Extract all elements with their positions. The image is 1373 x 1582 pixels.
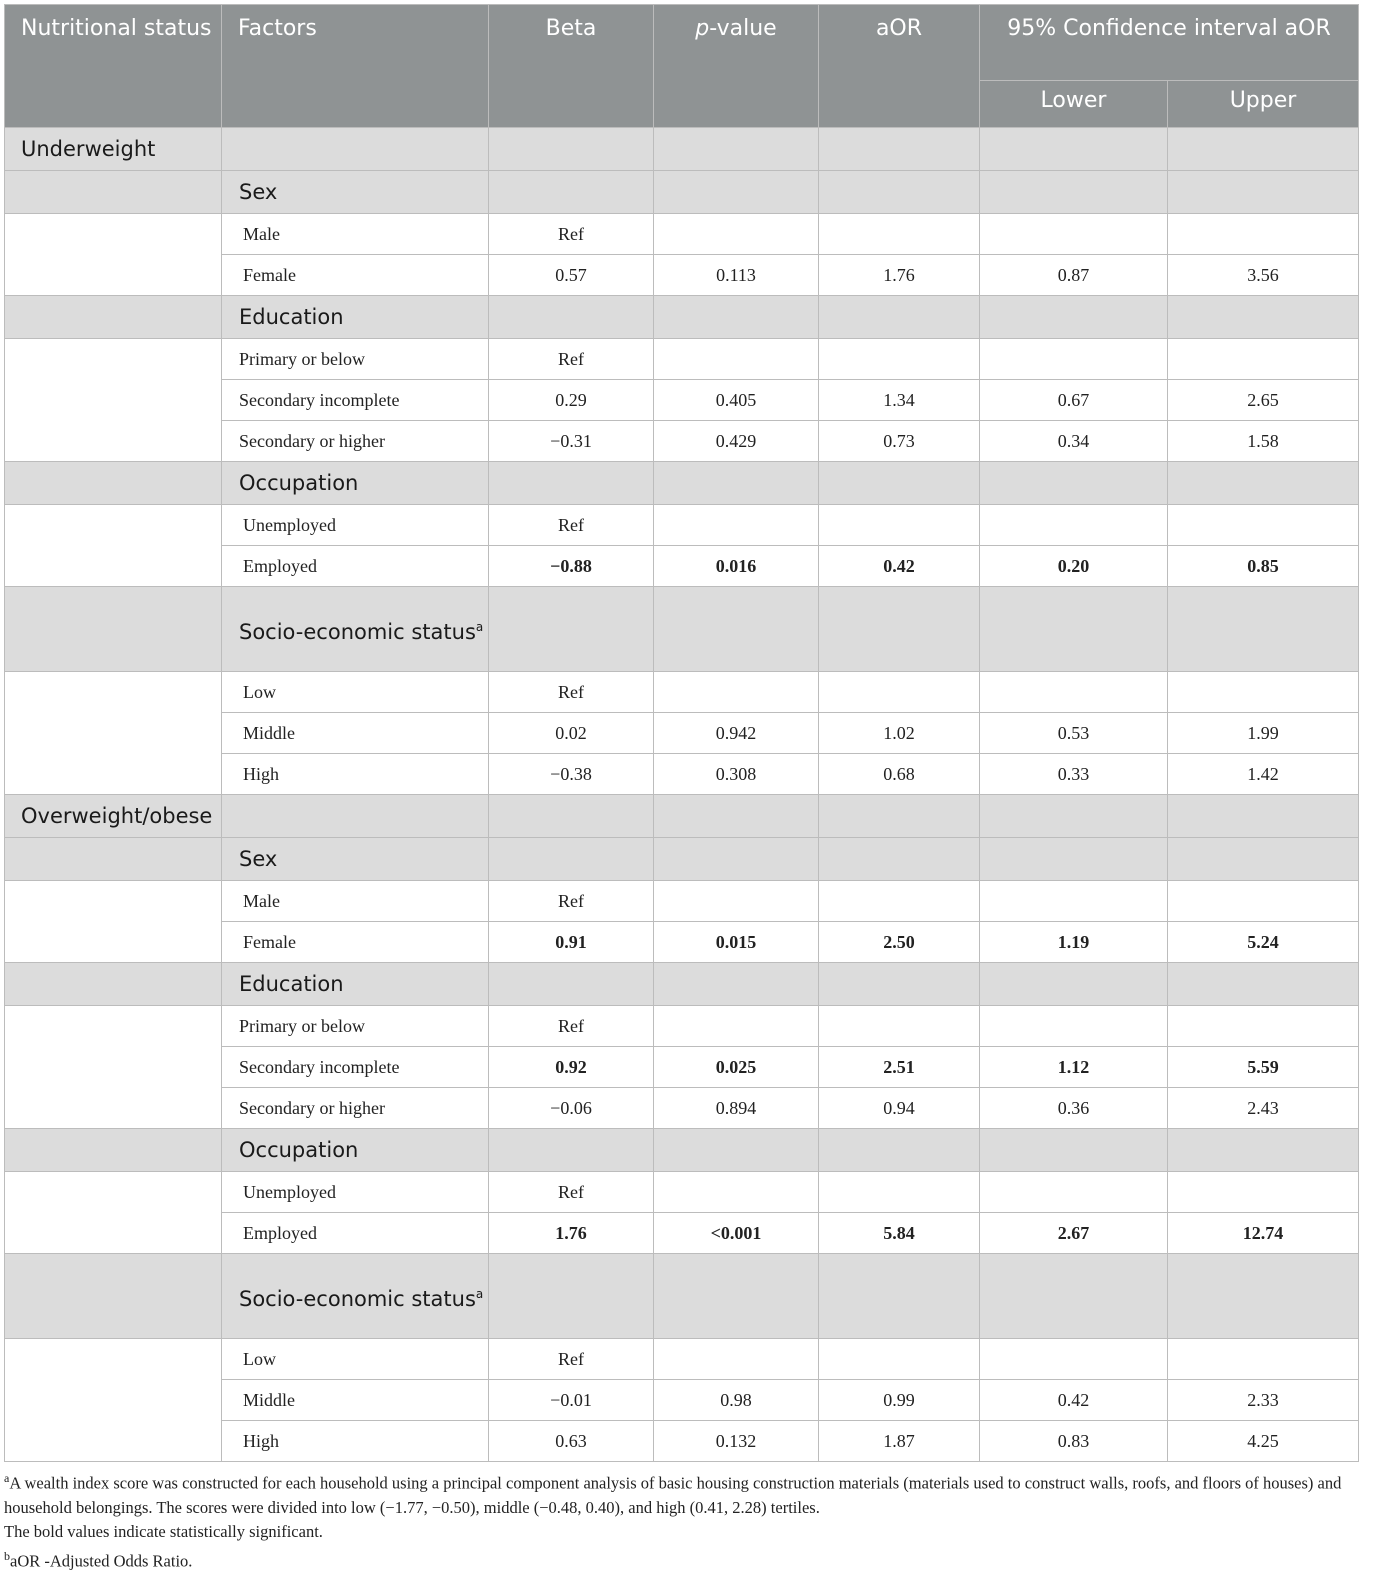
category-cell: Primary or below (222, 339, 489, 380)
category-cell: High (222, 754, 489, 795)
factor-label-text: Education (239, 972, 344, 996)
category-cell: Unemployed (222, 505, 489, 546)
beta-cell: Ref (489, 1006, 654, 1047)
factor-empty-cell (489, 171, 654, 214)
aor-cell (819, 1339, 980, 1380)
blank-cell (5, 1339, 222, 1462)
footnote-b-text: aOR -Adjusted Odds Ratio. (10, 1551, 193, 1570)
footnote-a (4, 1466, 1358, 1520)
category-cell: Middle (222, 713, 489, 754)
aor-cell: 0.94 (819, 1088, 980, 1129)
group-empty-cell (489, 795, 654, 838)
factor-empty-cell (819, 1129, 980, 1172)
factor-empty-cell (489, 1129, 654, 1172)
factor-superscript: a (475, 619, 484, 634)
factor-empty-cell (980, 296, 1168, 339)
factor-empty-cell (980, 587, 1168, 672)
upper-cell: 4.25 (1168, 1421, 1359, 1462)
aor-cell: 0.73 (819, 421, 980, 462)
factor-label (222, 1254, 489, 1339)
beta-cell: 0.92 (489, 1047, 654, 1088)
upper-cell (1168, 505, 1359, 546)
table-row (5, 672, 1359, 713)
lower-cell (980, 1006, 1168, 1047)
upper-cell: 3.56 (1168, 255, 1359, 296)
factor-empty-cell (654, 171, 819, 214)
pvalue-cell (654, 1006, 819, 1047)
category-cell: Female (222, 922, 489, 963)
factor-empty-cell (980, 1254, 1168, 1339)
factor-empty-cell (980, 1129, 1168, 1172)
factor-spacer-cell (5, 963, 222, 1006)
factor-empty-cell (1168, 462, 1359, 505)
category-cell: Employed (222, 546, 489, 587)
footnote-a-marker: a (4, 1471, 10, 1485)
pvalue-cell (654, 1339, 819, 1380)
lower-cell: 0.34 (980, 421, 1168, 462)
beta-cell: −0.38 (489, 754, 654, 795)
header-upper: Upper (1168, 81, 1359, 128)
factor-empty-cell (489, 838, 654, 881)
pvalue-cell (654, 881, 819, 922)
lower-cell: 0.53 (980, 713, 1168, 754)
beta-cell: Ref (489, 1339, 654, 1380)
factor-superscript: a (475, 1286, 484, 1301)
header-pvalue-italic: p (695, 16, 710, 41)
table-row (5, 1339, 1359, 1380)
upper-cell (1168, 1172, 1359, 1213)
aor-cell: 5.84 (819, 1213, 980, 1254)
factor-spacer-cell (5, 587, 222, 672)
pvalue-cell: 0.405 (654, 380, 819, 421)
lower-cell (980, 881, 1168, 922)
category-cell: Secondary incomplete (222, 380, 489, 421)
pvalue-cell (654, 1172, 819, 1213)
category-cell: Secondary or higher (222, 421, 489, 462)
category-cell: Low (222, 672, 489, 713)
header-factors: Factors (222, 5, 489, 128)
factor-spacer-cell (5, 1129, 222, 1172)
beta-cell: 0.57 (489, 255, 654, 296)
beta-cell: 1.76 (489, 1213, 654, 1254)
table-row (5, 214, 1359, 255)
factor-row (5, 462, 1359, 505)
pvalue-cell: 0.025 (654, 1047, 819, 1088)
pvalue-cell: 0.942 (654, 713, 819, 754)
aor-cell: 2.51 (819, 1047, 980, 1088)
factor-empty-cell (1168, 296, 1359, 339)
factor-label (222, 1129, 489, 1172)
factor-label (222, 963, 489, 1006)
header-nutritional-status: Nutritional status (5, 5, 222, 128)
beta-cell: Ref (489, 672, 654, 713)
beta-cell: −0.01 (489, 1380, 654, 1421)
factor-label-text: Education (239, 305, 344, 329)
lower-cell: 0.67 (980, 380, 1168, 421)
aor-cell (819, 881, 980, 922)
upper-cell: 12.74 (1168, 1213, 1359, 1254)
factor-label (222, 296, 489, 339)
lower-cell: 1.12 (980, 1047, 1168, 1088)
factor-label (222, 838, 489, 881)
lower-cell (980, 1172, 1168, 1213)
beta-cell: Ref (489, 214, 654, 255)
factor-row (5, 1129, 1359, 1172)
group-empty-cell (654, 128, 819, 171)
beta-cell: 0.91 (489, 922, 654, 963)
lower-cell (980, 1339, 1168, 1380)
category-cell: Low (222, 1339, 489, 1380)
category-cell: Male (222, 214, 489, 255)
factor-row (5, 963, 1359, 1006)
aor-cell (819, 1006, 980, 1047)
group-empty-cell (654, 795, 819, 838)
group-row (5, 128, 1359, 171)
factor-empty-cell (654, 838, 819, 881)
category-cell: Female (222, 255, 489, 296)
factor-empty-cell (654, 462, 819, 505)
factor-empty-cell (1168, 963, 1359, 1006)
pvalue-cell (654, 214, 819, 255)
upper-cell (1168, 339, 1359, 380)
beta-cell: 0.63 (489, 1421, 654, 1462)
footnote-a-text: A wealth index score was constructed for each household using a principal component analysis of basic housing construction materials (materials used to construct walls, roofs, and floors of houses) and household belongings. The scores were divided into low (−1.77, −0.50), middle (−0.48, 0.40), and high (0.41, 2.28) tertiles. (4, 1473, 1342, 1517)
pvalue-cell: 0.894 (654, 1088, 819, 1129)
aor-cell: 1.34 (819, 380, 980, 421)
upper-cell: 2.43 (1168, 1088, 1359, 1129)
factor-spacer-cell (5, 838, 222, 881)
upper-cell (1168, 1006, 1359, 1047)
beta-cell: −0.06 (489, 1088, 654, 1129)
category-cell: High (222, 1421, 489, 1462)
factor-label-text: Occupation (239, 1138, 359, 1162)
factor-label (222, 462, 489, 505)
group-empty-cell (222, 795, 489, 838)
factor-row (5, 838, 1359, 881)
group-empty-cell (819, 795, 980, 838)
table-row (5, 881, 1359, 922)
beta-cell: −0.88 (489, 546, 654, 587)
lower-cell: 0.87 (980, 255, 1168, 296)
group-empty-cell (1168, 795, 1359, 838)
lower-cell (980, 214, 1168, 255)
category-cell: Unemployed (222, 1172, 489, 1213)
beta-cell: Ref (489, 881, 654, 922)
factor-label-text: Sex (239, 847, 278, 871)
factor-empty-cell (980, 963, 1168, 1006)
factor-empty-cell (489, 462, 654, 505)
pvalue-cell (654, 339, 819, 380)
header-ci: 95% Confidence interval aOR (980, 5, 1359, 81)
pvalue-cell: 0.016 (654, 546, 819, 587)
results-table-container (4, 4, 1358, 1573)
factor-empty-cell (1168, 1129, 1359, 1172)
pvalue-cell: 0.308 (654, 754, 819, 795)
aor-cell (819, 672, 980, 713)
factor-empty-cell (819, 587, 980, 672)
factor-empty-cell (819, 296, 980, 339)
upper-cell: 5.24 (1168, 922, 1359, 963)
category-cell: Employed (222, 1213, 489, 1254)
table-row (5, 1172, 1359, 1213)
pvalue-cell (654, 505, 819, 546)
blank-cell (5, 505, 222, 587)
upper-cell: 5.59 (1168, 1047, 1359, 1088)
lower-cell (980, 339, 1168, 380)
beta-cell: Ref (489, 505, 654, 546)
group-empty-cell (819, 128, 980, 171)
group-empty-cell (980, 795, 1168, 838)
aor-cell: 2.50 (819, 922, 980, 963)
lower-cell: 1.19 (980, 922, 1168, 963)
upper-cell (1168, 1339, 1359, 1380)
factor-spacer-cell (5, 296, 222, 339)
upper-cell: 2.33 (1168, 1380, 1359, 1421)
aor-cell: 0.68 (819, 754, 980, 795)
regression-table (4, 4, 1359, 1462)
factor-empty-cell (819, 963, 980, 1006)
group-empty-cell (222, 128, 489, 171)
beta-cell: −0.31 (489, 421, 654, 462)
factor-spacer-cell (5, 171, 222, 214)
aor-cell: 0.42 (819, 546, 980, 587)
aor-cell (819, 339, 980, 380)
category-cell: Middle (222, 1380, 489, 1421)
factor-empty-cell (654, 1129, 819, 1172)
factor-empty-cell (654, 963, 819, 1006)
header-pvalue-rest: -value (709, 16, 777, 41)
header-beta: Beta (489, 5, 654, 128)
factor-empty-cell (1168, 171, 1359, 214)
factor-empty-cell (819, 1254, 980, 1339)
blank-cell (5, 1006, 222, 1129)
category-cell: Male (222, 881, 489, 922)
factor-label-text: Sex (239, 180, 278, 204)
category-cell: Secondary or higher (222, 1088, 489, 1129)
lower-cell: 0.33 (980, 754, 1168, 795)
factor-label (222, 171, 489, 214)
table-body (5, 128, 1359, 1462)
aor-cell (819, 214, 980, 255)
pvalue-cell: 0.98 (654, 1380, 819, 1421)
factor-empty-cell (819, 171, 980, 214)
factor-label-text: Socio-economic status (239, 619, 476, 644)
factor-empty-cell (819, 462, 980, 505)
factor-empty-cell (980, 838, 1168, 881)
factor-empty-cell (489, 296, 654, 339)
lower-cell: 0.36 (980, 1088, 1168, 1129)
group-label: Overweight/obese (5, 795, 222, 838)
table-row (5, 505, 1359, 546)
upper-cell: 2.65 (1168, 380, 1359, 421)
factor-empty-cell (819, 838, 980, 881)
footnotes (4, 1466, 1358, 1573)
factor-row (5, 296, 1359, 339)
upper-cell: 1.99 (1168, 713, 1359, 754)
factor-row (5, 1254, 1359, 1339)
group-empty-cell (1168, 128, 1359, 171)
lower-cell (980, 672, 1168, 713)
table-row (5, 339, 1359, 380)
factor-empty-cell (980, 171, 1168, 214)
blank-cell (5, 214, 222, 296)
header-aor: aOR (819, 5, 980, 128)
group-empty-cell (489, 128, 654, 171)
group-row (5, 795, 1359, 838)
aor-cell: 0.99 (819, 1380, 980, 1421)
upper-cell (1168, 881, 1359, 922)
pvalue-cell (654, 672, 819, 713)
upper-cell: 0.85 (1168, 546, 1359, 587)
upper-cell: 1.58 (1168, 421, 1359, 462)
beta-cell: Ref (489, 339, 654, 380)
pvalue-cell: 0.429 (654, 421, 819, 462)
factor-empty-cell (654, 296, 819, 339)
table-row (5, 1006, 1359, 1047)
factor-row (5, 171, 1359, 214)
upper-cell (1168, 214, 1359, 255)
pvalue-cell: 0.113 (654, 255, 819, 296)
lower-cell: 0.20 (980, 546, 1168, 587)
pvalue-cell: <0.001 (654, 1213, 819, 1254)
group-label: Underweight (5, 128, 222, 171)
factor-label-text: Occupation (239, 471, 359, 495)
blank-cell (5, 1172, 222, 1254)
blank-cell (5, 339, 222, 462)
factor-empty-cell (1168, 587, 1359, 672)
aor-cell (819, 505, 980, 546)
lower-cell: 0.42 (980, 1380, 1168, 1421)
aor-cell: 1.02 (819, 713, 980, 754)
upper-cell: 1.42 (1168, 754, 1359, 795)
factor-row (5, 587, 1359, 672)
factor-empty-cell (1168, 1254, 1359, 1339)
pvalue-cell: 0.015 (654, 922, 819, 963)
factor-spacer-cell (5, 462, 222, 505)
blank-cell (5, 672, 222, 795)
factor-label-text: Socio-economic status (239, 1286, 476, 1311)
factor-empty-cell (1168, 838, 1359, 881)
header-lower: Lower (980, 81, 1168, 128)
footnote-bold: The bold values indicate statistically significant. (4, 1521, 323, 1541)
factor-empty-cell (489, 1254, 654, 1339)
factor-empty-cell (980, 462, 1168, 505)
pvalue-cell: 0.132 (654, 1421, 819, 1462)
aor-cell (819, 1172, 980, 1213)
group-empty-cell (980, 128, 1168, 171)
lower-cell: 2.67 (980, 1213, 1168, 1254)
category-cell: Primary or below (222, 1006, 489, 1047)
beta-cell: Ref (489, 1172, 654, 1213)
beta-cell: 0.29 (489, 380, 654, 421)
aor-cell: 1.76 (819, 255, 980, 296)
factor-spacer-cell (5, 1254, 222, 1339)
factor-empty-cell (654, 1254, 819, 1339)
category-cell: Secondary incomplete (222, 1047, 489, 1088)
lower-cell (980, 505, 1168, 546)
header-pvalue (654, 5, 819, 128)
lower-cell: 0.83 (980, 1421, 1168, 1462)
footnote-b-marker: b (4, 1548, 10, 1563)
factor-empty-cell (489, 963, 654, 1006)
factor-empty-cell (489, 587, 654, 672)
footnote-b (4, 1544, 1358, 1574)
blank-cell (5, 881, 222, 963)
beta-cell: 0.02 (489, 713, 654, 754)
factor-empty-cell (654, 587, 819, 672)
upper-cell (1168, 672, 1359, 713)
factor-label (222, 587, 489, 672)
aor-cell: 1.87 (819, 1421, 980, 1462)
